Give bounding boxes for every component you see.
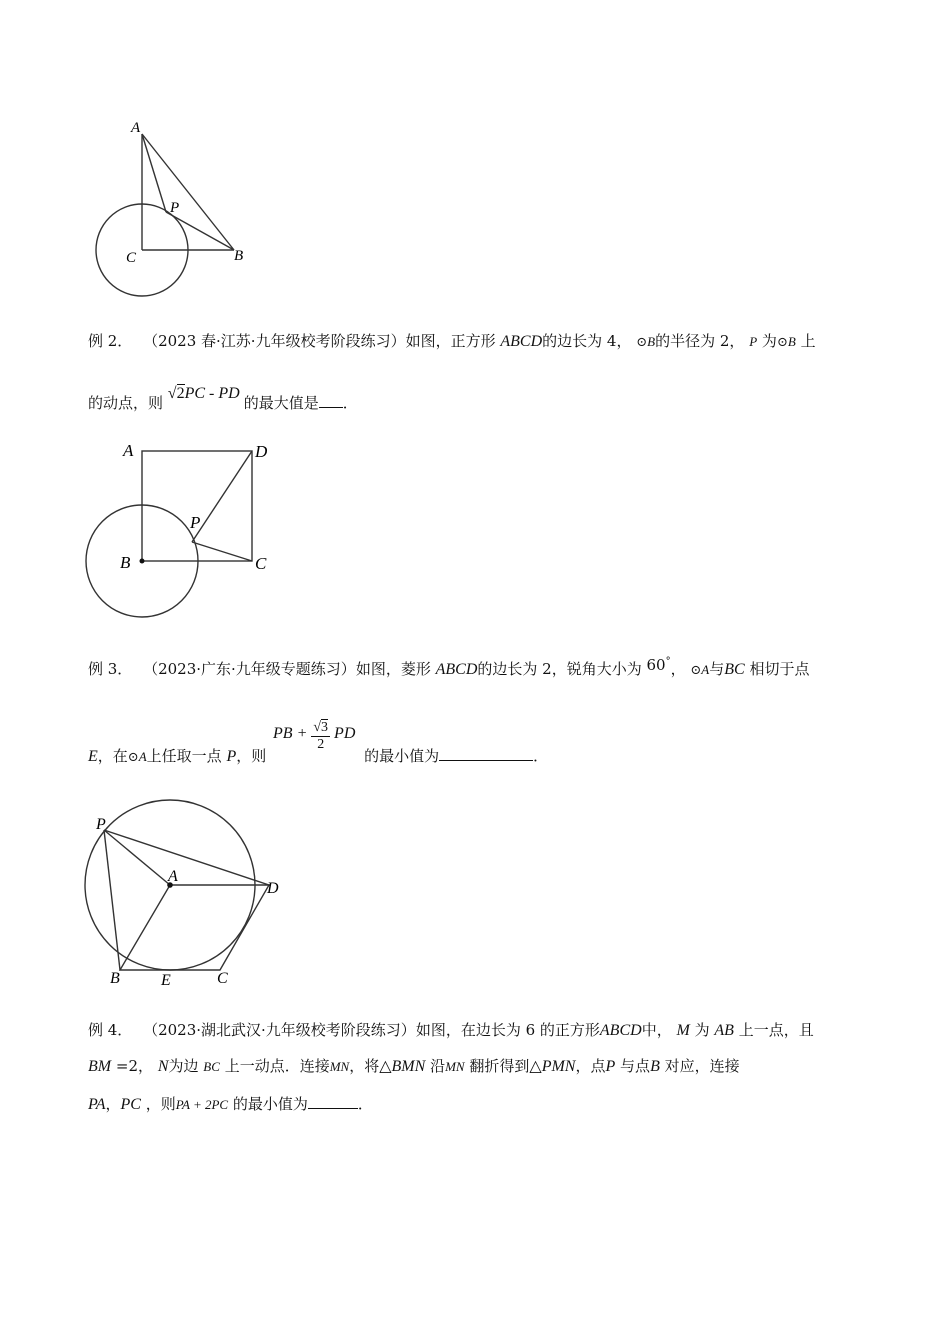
ex4-expression: PA + 2PC [175, 1097, 229, 1112]
ex2-text: 如图，正方形 [405, 332, 496, 350]
ex2-abcd: ABCD [500, 333, 543, 350]
ex4-b: B [650, 1058, 660, 1075]
ex4-text: 沿 [430, 1057, 446, 1075]
label-c: C [217, 970, 228, 987]
figure-2 [80, 436, 290, 626]
ex4-source: （2023·湖北武汉·九年级校考阶段练习） [143, 1021, 416, 1039]
label-p: P [96, 816, 106, 833]
label-c: C [255, 554, 267, 573]
label-c: C [126, 250, 137, 266]
ex4-text: 为边 [168, 1057, 199, 1075]
ex4-text: 上一点，且 [738, 1021, 814, 1039]
ex4-mn-2: MN [445, 1059, 465, 1074]
ex2-sqrt-value: 2 [176, 385, 185, 402]
point-b [140, 559, 145, 564]
ex2-prefix: 例 2． [88, 332, 133, 350]
ex4-line2 [88, 1056, 740, 1077]
ex2-text: 的动点，则 [88, 394, 164, 412]
ex4-p: P [605, 1058, 616, 1075]
segment-pb [104, 830, 120, 970]
ex3-circle-a-2: ⊙A [127, 749, 147, 764]
ex4-text: 对应，连接 [664, 1057, 740, 1075]
ex4-text: ， [138, 1057, 154, 1075]
ex3-frac-den: 2 [317, 737, 325, 752]
ex4-pc: PC [120, 1096, 141, 1113]
label-b: B [234, 248, 244, 264]
label-b: B [110, 970, 120, 987]
ex2-line1 [88, 331, 816, 352]
ex3-degree: ° [665, 656, 671, 667]
label-a: A [168, 868, 178, 885]
figure-3 [80, 795, 300, 995]
segment-pa [104, 830, 170, 885]
ex2-circle-b: ⊙B [636, 334, 656, 349]
ex4-text: 的最小值为 [232, 1095, 308, 1113]
segment-pd [104, 830, 269, 885]
ex2-text: 为 [761, 332, 777, 350]
ex3-expr-b: PD [334, 725, 356, 743]
ex4-text: 翻折得到 [469, 1057, 530, 1075]
ex3-e: E [88, 748, 98, 765]
label-a: A [123, 441, 134, 460]
rhombus-abcd [120, 885, 269, 970]
ex3-text: 与 [709, 660, 725, 678]
label-d: D [267, 880, 279, 897]
ex3-answer-blank[interactable] [439, 746, 533, 761]
ex3-text: ，则 [236, 747, 267, 765]
ex3-text: ， [670, 660, 686, 678]
ex4-n: N [157, 1058, 169, 1075]
ex4-tri-bmn: △BMN [379, 1058, 426, 1075]
ex4-text: 上一动点．连接 [224, 1057, 330, 1075]
label-p: P [190, 513, 201, 532]
label-p: P [170, 200, 180, 216]
ex4-eq: =2 [115, 1057, 139, 1075]
ex3-prefix: 例 3． [88, 660, 133, 678]
ex4-prefix: 例 4． [88, 1021, 133, 1039]
ex3-end: ． [533, 747, 549, 765]
ex4-text: 为 [694, 1021, 710, 1039]
ex3-text: 的最小值为 [364, 747, 440, 765]
segment-pd [192, 451, 252, 542]
ex4-bc: BC [203, 1059, 220, 1074]
ex2-end: ． [342, 394, 358, 412]
ex2-text: 的半径为 2， [655, 332, 745, 350]
label-e: E [161, 972, 171, 989]
ex4-text: 与点 [620, 1057, 651, 1075]
ex2-expression: √2PC - PD [167, 385, 240, 402]
segment-ab [142, 134, 234, 250]
label-d: D [255, 442, 268, 461]
ex2-expr-rest: PC - PD [184, 385, 240, 402]
label-b: B [120, 553, 131, 572]
ex4-mn: MN [329, 1059, 350, 1074]
ex4-text: 中， [641, 1021, 672, 1039]
ex2-text: 的最大值是 [243, 394, 319, 412]
ex4-tri-pmn: △PMN [529, 1058, 576, 1075]
ex2-text: 的边长为 4， [542, 332, 632, 350]
ex3-angle [647, 656, 671, 674]
ex2-answer-blank[interactable] [319, 393, 343, 408]
segment-ap [142, 134, 166, 212]
ex3-text: 上任取一点 [146, 747, 222, 765]
ex4-abcd: ABCD [599, 1022, 642, 1039]
ex3-frac-num: 3 [321, 720, 329, 735]
ex4-answer-blank[interactable] [308, 1094, 358, 1109]
ex3-text: ，在 [97, 747, 128, 765]
ex3-circle-a: ⊙A [690, 662, 710, 677]
segment-pb [166, 212, 234, 250]
ex3-text: 的边长为 2，锐角大小为 [477, 660, 642, 678]
figure-1 [80, 110, 280, 310]
ex4-end: ． [357, 1095, 373, 1113]
ex2-circle-b-2: ⊙B [776, 334, 796, 349]
ex2-text: 上 [800, 332, 816, 350]
ex4-bm: BM [88, 1058, 112, 1075]
ex4-text: ，将 [349, 1057, 380, 1075]
ex4-pa: PA [88, 1096, 106, 1113]
ex3-angle-value: 60 [646, 656, 666, 674]
ex3-expression [273, 720, 355, 753]
ex2-source: （2023 春·江苏·九年级校考阶段练习） [143, 332, 406, 350]
ex4-line1 [88, 1020, 814, 1041]
ex3-expr-a: PB + [273, 725, 308, 743]
ex3-fraction: $\frac{√3}{2}$ [313, 720, 329, 752]
label-a: A [131, 120, 141, 136]
ex3-text: 相切于点 [749, 660, 810, 678]
ex3-source: （2023·广东·九年级专题练习） [143, 660, 356, 678]
ex3-text: 如图，菱形 [355, 660, 431, 678]
ex4-ab: AB [714, 1022, 734, 1039]
ex4-line3 [88, 1094, 373, 1115]
ex2-line2 [88, 385, 358, 414]
ex3-bc: BC [724, 661, 745, 678]
ex3-p: P [226, 748, 237, 765]
ex2-p: P [749, 334, 758, 349]
segment-pc [192, 542, 252, 561]
ex4-text: ，点 [575, 1057, 606, 1075]
ex4-text: ，则 [145, 1095, 176, 1113]
ex3-line2 [88, 720, 548, 770]
ex3-line1 [88, 656, 810, 680]
ex3-abcd: ABCD [435, 661, 478, 678]
ex4-text: ， [105, 1095, 121, 1113]
square-abcd [142, 451, 252, 561]
ex4-m: M [676, 1022, 690, 1039]
ex4-text: 如图，在边长为 6 的正方形 [415, 1021, 600, 1039]
